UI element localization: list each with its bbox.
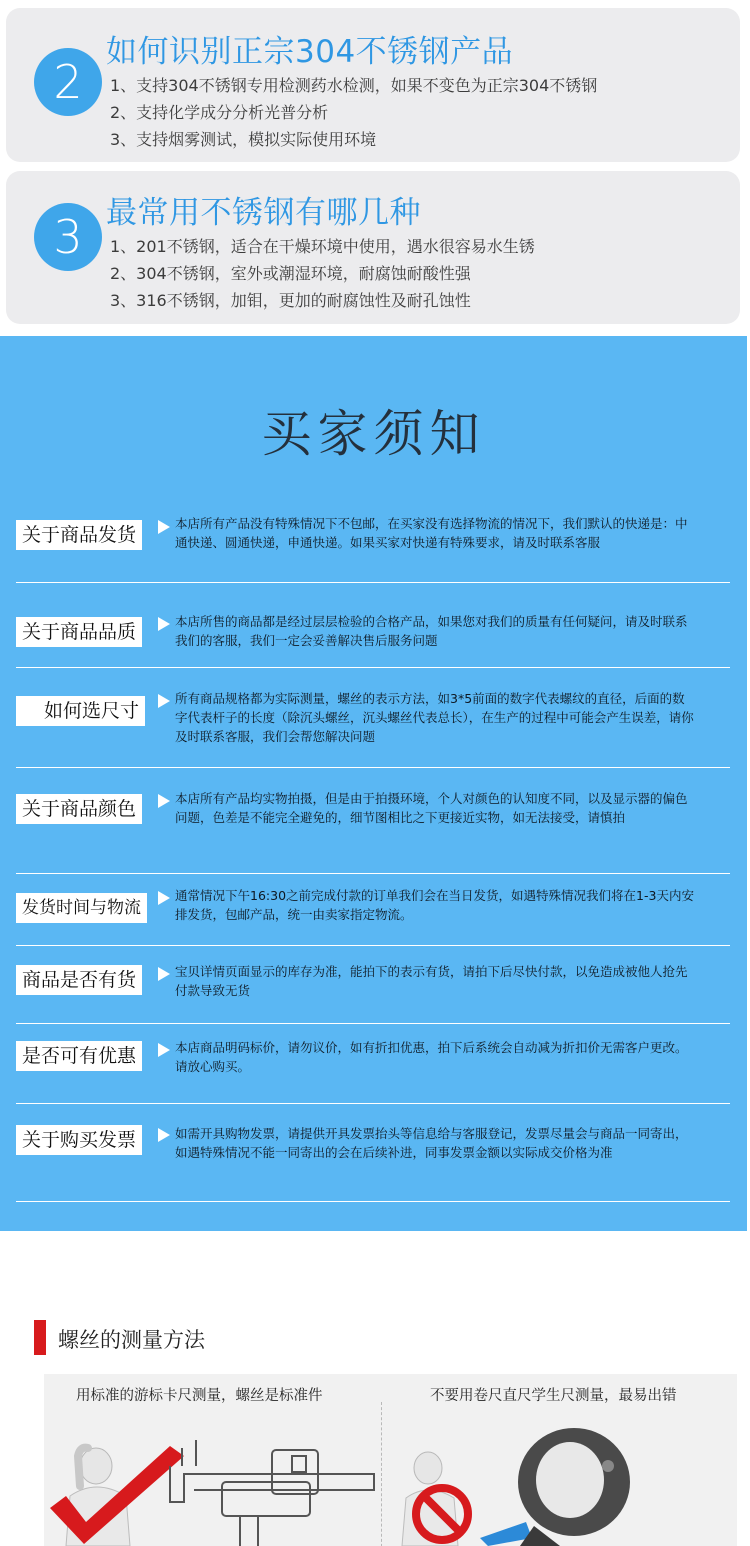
notice-text: 所有商品规格都为实际测量，螺丝的表示方法，如3*5前面的数字代表螺纹的直径，后面的数字代表杆子的长度（除沉头螺丝，沉头螺丝代表总长），在生产的过程中可能会产生误差，请你及时联系客服，我们会帮您解决问题 <box>175 691 694 744</box>
notice-text: 通常情况下午16:30之前完成付款的订单我们会在当日发货，如遇特殊情况我们将在1-3天内安排发货，包邮产品，统一由卖家指定物流。 <box>175 888 694 922</box>
heading-accent-bar <box>34 1320 46 1355</box>
measure-title: 螺丝的测量方法 <box>58 1328 205 1352</box>
notice-text: 如需开具购物发票，请提供开具发票抬头等信息给与客服登记，发票尽量会与商品一同寄出，如遇特殊情况不能一同寄出的会在后续补进，同事发票金额以实际成交价格为准 <box>175 1126 688 1160</box>
correct-method-caption: 用标准的游标卡尺测量，螺丝是标准件 <box>76 1388 323 1404</box>
notice-tag: 关于商品颜色 <box>16 794 142 824</box>
card-title: 最常用不锈钢有哪几种 <box>106 195 421 231</box>
row-divider <box>16 667 730 668</box>
arrow-right-icon <box>158 520 170 534</box>
notice-text: 本店商品明码标价，请勿议价，如有折扣优惠，拍下后系统会自动减为折扣价无需客户更改。请放心购买。 <box>175 1040 688 1074</box>
notice-text: 本店所售的商品都是经过层层检验的合格产品，如果您对我们的质量有任何疑问，请及时联系我们的客服，我们一定会妥善解决售后服务问题 <box>175 614 688 648</box>
info-card-identify-304 <box>6 8 740 162</box>
row-divider <box>16 873 730 874</box>
buyer-notice-panel <box>0 336 747 1231</box>
row-divider <box>16 1201 730 1202</box>
notice-tag: 关于商品发货 <box>16 520 142 550</box>
step-number-badge: 3 <box>34 203 102 271</box>
list-item: 1、201不锈钢，适合在干燥环境中使用，遇水很容易水生锈 <box>110 237 535 256</box>
arrow-right-icon <box>158 891 170 905</box>
notice-text: 本店所有产品没有特殊情况下不包邮，在买家没有选择物流的情况下，我们默认的快递是：中通快递、圆通快递，申通快递。如果买家对快递有特殊要求，请及时联系客服 <box>175 516 688 550</box>
row-divider <box>16 767 730 768</box>
list-item: 3、支持烟雾测试，模拟实际使用环境 <box>110 130 377 149</box>
list-item: 3、316不锈钢，加钼，更加的耐腐蚀性及耐孔蚀性 <box>110 291 471 310</box>
notice-row-discount <box>16 1038 730 1104</box>
card-item-list <box>110 233 535 314</box>
arrow-right-icon <box>158 967 170 981</box>
notice-tag: 关于商品品质 <box>16 617 142 647</box>
arrow-right-icon <box>158 1128 170 1142</box>
row-divider <box>16 1023 730 1024</box>
notice-tag: 关于购买发票 <box>16 1125 142 1155</box>
wrong-method-caption: 不要用卷尺直尺学生尺测量，最易出错 <box>430 1388 677 1404</box>
row-divider <box>16 582 730 583</box>
notice-text: 本店所有产品均实物拍摄，但是由于拍摄环境，个人对颜色的认知度不同，以及显示器的偏色问题，色差是不能完全避免的，细节图相比之下更接近实物，如无法接受，请慎拍 <box>175 791 688 825</box>
notice-tag: 是否可有优惠 <box>16 1041 142 1071</box>
caliper-illustration <box>44 1426 380 1546</box>
notice-text: 宝贝详情页面显示的库存为准，能拍下的表示有货，请拍下后尽快付款，以免造成被他人抢先付款导致无货 <box>175 964 688 998</box>
notice-row-color <box>16 786 730 874</box>
list-item: 1、支持304不锈钢专用检测药水检测，如果不变色为正宗304不锈钢 <box>110 76 598 95</box>
panel-divider <box>381 1402 382 1546</box>
notice-row-invoice <box>16 1122 730 1202</box>
measure-illustration-panel <box>44 1374 737 1546</box>
arrow-right-icon <box>158 794 170 808</box>
notice-row-size <box>16 686 730 768</box>
list-item: 2、304不锈钢，室外或潮湿环境，耐腐蚀耐酸性强 <box>110 264 471 283</box>
notice-row-quality <box>16 606 730 668</box>
list-item: 2、支持化学成分分析光普分析 <box>110 103 329 122</box>
notice-row-delivery <box>16 886 730 946</box>
info-card-steel-types <box>6 171 740 324</box>
arrow-right-icon <box>158 617 170 631</box>
row-divider <box>16 945 730 946</box>
arrow-right-icon <box>158 694 170 708</box>
row-divider <box>16 1103 730 1104</box>
notice-row-stock <box>16 962 730 1024</box>
notice-tag: 发货时间与物流 <box>16 893 147 923</box>
card-title: 如何识别正宗304不锈钢产品 <box>106 34 514 70</box>
tape-measure-illustration <box>384 1426 737 1546</box>
notice-title: 买家须知 <box>261 405 486 463</box>
notice-tag: 如何选尺寸 <box>16 696 145 726</box>
notice-tag: 商品是否有货 <box>16 965 142 995</box>
tape-measure-icon <box>518 1428 630 1546</box>
step-number-badge: 2 <box>34 48 102 116</box>
notice-row-shipping <box>16 508 730 583</box>
vernier-caliper-icon <box>170 1440 374 1546</box>
card-item-list <box>110 72 597 153</box>
arrow-right-icon <box>158 1043 170 1057</box>
